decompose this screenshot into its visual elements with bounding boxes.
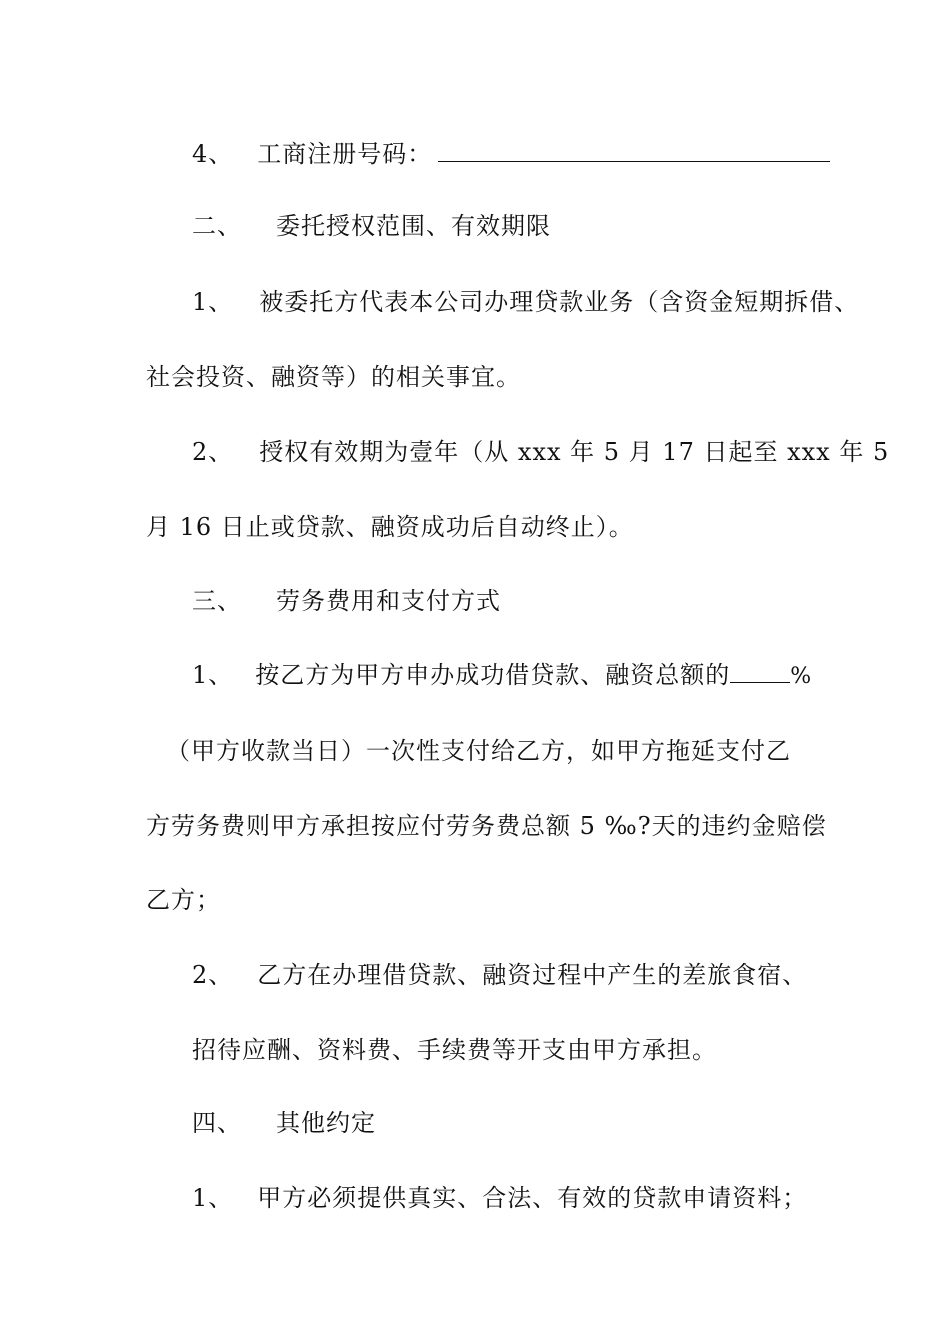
percentage-blank bbox=[730, 664, 790, 683]
item-number: 1、 bbox=[192, 1184, 234, 1212]
item-number: 1、 bbox=[192, 288, 234, 316]
clause-2-1-continued bbox=[146, 362, 521, 392]
item-text: 乙方； bbox=[146, 886, 221, 914]
section-title: 其他约定 bbox=[276, 1109, 376, 1137]
clause-3-1-continued-c bbox=[146, 885, 221, 915]
item-text: 方劳务费则甲方承担按应付劳务费总额 5 ‰?天的违约金赔偿 bbox=[146, 812, 827, 840]
item-number: 1、 bbox=[192, 661, 234, 689]
registration-number-blank bbox=[438, 143, 830, 162]
section-title: 委托授权范围、有效期限 bbox=[276, 212, 551, 240]
clause-3-2-continued bbox=[192, 1035, 717, 1065]
item-4-business-registration bbox=[192, 139, 830, 169]
item-text: 被委托方代表本公司办理贷款业务（含资金短期拆借、 bbox=[259, 288, 860, 316]
clause-2-2-continued bbox=[146, 512, 634, 542]
item-text: 甲方必须提供真实、合法、有效的贷款申请资料； bbox=[257, 1184, 808, 1212]
clause-3-1-continued-b bbox=[146, 811, 827, 841]
clause-2-1 bbox=[192, 287, 859, 317]
section-number: 三、 bbox=[192, 587, 242, 615]
section-4-heading bbox=[192, 1108, 376, 1138]
item-text: 按乙方为甲方申办成功借贷款、融资总额的 bbox=[255, 661, 731, 689]
section-number: 二、 bbox=[192, 212, 242, 240]
item-text: 乙方在办理借贷款、融资过程中产生的差旅食宿、 bbox=[257, 961, 808, 989]
item-text: （甲方收款当日）一次性支付给乙方，如甲方拖延支付乙 bbox=[166, 737, 791, 765]
section-number: 四、 bbox=[192, 1109, 242, 1137]
item-text: 招待应酬、资料费、手续费等开支由甲方承担。 bbox=[192, 1036, 717, 1064]
percent-sign: % bbox=[790, 664, 813, 689]
item-text: 社会投资、融资等）的相关事宜。 bbox=[146, 363, 521, 391]
clause-3-1 bbox=[192, 660, 812, 692]
clause-3-1-continued-a bbox=[166, 736, 791, 766]
clause-2-2 bbox=[192, 437, 889, 467]
section-2-heading bbox=[192, 211, 551, 241]
section-3-heading bbox=[192, 586, 501, 616]
item-text: 工商注册号码： bbox=[257, 140, 433, 168]
item-number: 2、 bbox=[192, 961, 234, 989]
item-text: 月 16 日止或贷款、融资成功后自动终止）。 bbox=[146, 513, 634, 541]
item-text: 授权有效期为壹年（从 xxx 年 5 月 17 日起至 xxx 年 5 bbox=[259, 438, 890, 466]
item-number: 4、 bbox=[192, 140, 234, 168]
clause-3-2 bbox=[192, 960, 807, 990]
clause-4-1 bbox=[192, 1183, 807, 1213]
section-title: 劳务费用和支付方式 bbox=[276, 587, 501, 615]
item-number: 2、 bbox=[192, 438, 234, 466]
